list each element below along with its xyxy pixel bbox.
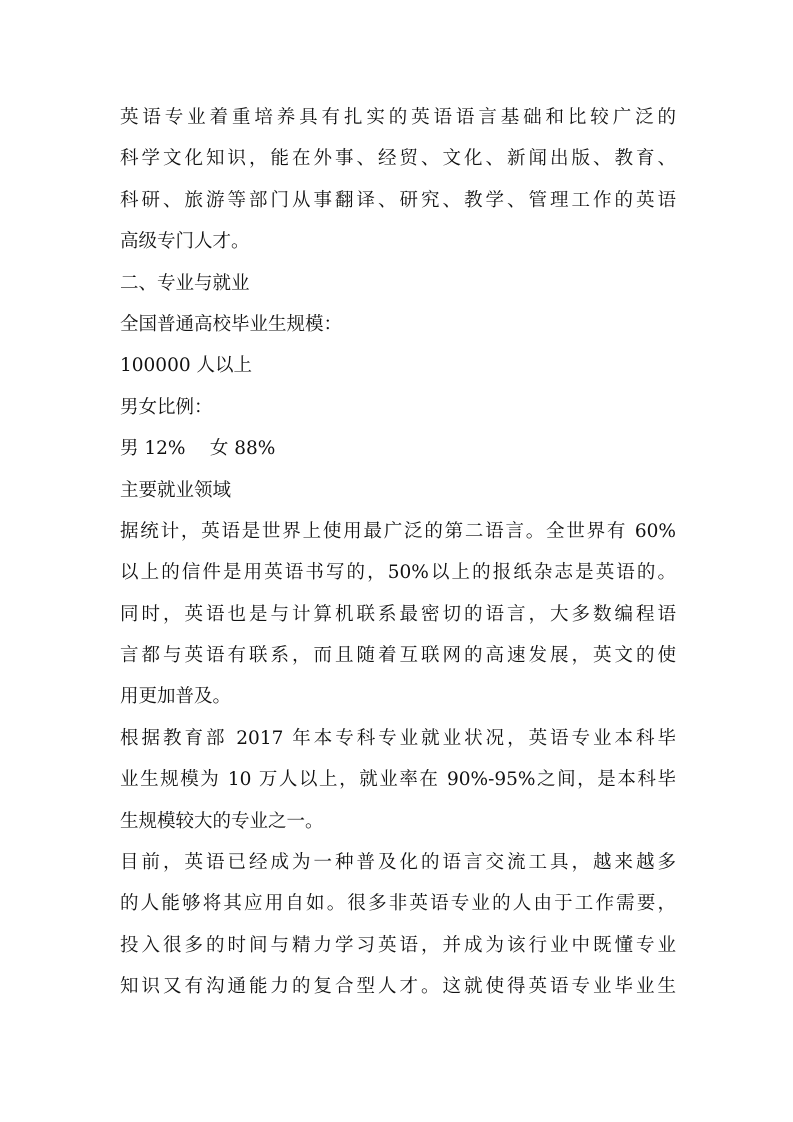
text-line: 的人能够将其应用自如。很多非英语专业的人由于工作需要， <box>120 893 676 915</box>
text-line: 根据教育部 2017 年本专科专业就业状况，英语专业本科毕 <box>120 727 676 749</box>
text-line: 同时，英语也是与计算机联系最密切的语言，大多数编程语 <box>120 603 676 625</box>
text-line: 目前，英语已经成为一种普及化的语言交流工具，越来越多 <box>120 852 676 874</box>
text-line: 言都与英语有联系，而且随着互联网的高速发展，英文的使 <box>120 645 676 667</box>
text-line: 投入很多的时间与精力学习英语，并成为该行业中既懂专业 <box>120 934 676 956</box>
text-line: 高级专门人才。 <box>120 231 250 253</box>
text-line: 英语专业着重培养具有扎实的英语语言基础和比较广泛的 <box>120 107 676 128</box>
text-line: 生规模较大的专业之一。 <box>120 810 324 832</box>
text-line: 全国普通高校毕业生规模： <box>120 313 343 335</box>
text-line: 以上的信件是用英语书写的，50%以上的报纸杂志是英语的。 <box>120 562 676 584</box>
text-line: 100000 人以上 <box>120 355 253 377</box>
text-line: 用更加普及。 <box>120 686 232 708</box>
text-line: 主要就业领域 <box>120 479 232 501</box>
text-line: 业生规模为 10 万人以上，就业率在 90%-95%之间，是本科毕 <box>120 769 676 791</box>
document-body <box>120 97 676 1008</box>
text-line: 科研、旅游等部门从事翻译、研究、教学、管理工作的英语 <box>120 189 676 211</box>
text-line: 男女比例： <box>120 396 213 418</box>
text-line: 男 12% 女 88% <box>120 438 276 460</box>
text-line: 据统计，英语是世界上使用最广泛的第二语言。全世界有 60% <box>120 520 676 542</box>
text-line: 知识又有沟通能力的复合型人才。这就使得英语专业毕业生 <box>120 976 676 998</box>
text-line: 科学文化知识，能在外事、经贸、文化、新闻出版、教育、 <box>120 148 676 170</box>
text-line: 二、专业与就业 <box>120 272 250 294</box>
